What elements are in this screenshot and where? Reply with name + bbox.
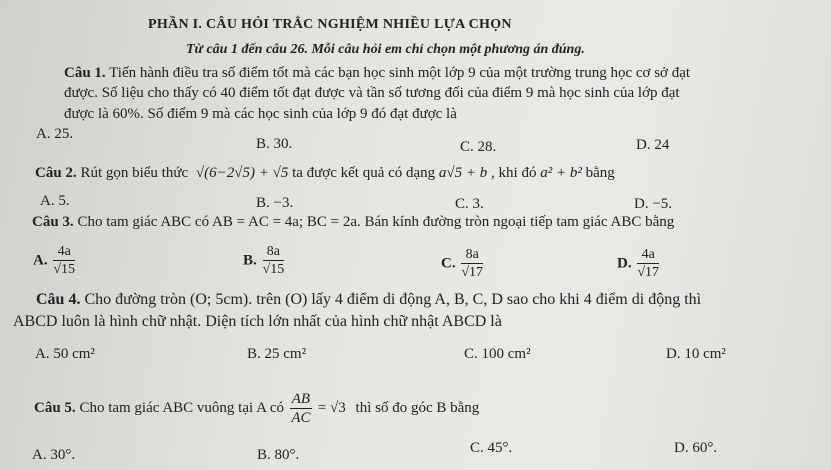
option-c-fraction — [461, 246, 483, 282]
option-b-letter: B. — [243, 252, 257, 269]
option-a-numerator: 4a — [53, 243, 75, 261]
question-5-equals: = √3 — [317, 400, 346, 416]
question-1-option-a[interactable]: A. 25. — [36, 126, 74, 142]
question-4-option-c[interactable]: C. 100 cm² — [464, 346, 531, 362]
question-2-label: Câu 2. — [35, 165, 77, 181]
question-5-label: Câu 5. — [34, 400, 76, 416]
question-2-option-d[interactable]: D. −5. — [634, 196, 673, 212]
question-5-line — [34, 384, 479, 432]
option-b-numerator: 8a — [263, 243, 285, 261]
option-a-letter: A. — [33, 252, 48, 269]
option-c-denominator: √17 — [461, 265, 484, 280]
option-c-letter: C. — [441, 255, 456, 272]
question-2-line — [35, 164, 615, 182]
question-1-line-1 — [64, 64, 690, 82]
question-2-text-2: ta được kết quả có dạng — [292, 165, 436, 181]
question-4-option-a[interactable]: A. 50 cm² — [35, 346, 95, 362]
question-2-text-3: , khi đó — [491, 165, 537, 181]
option-d-numerator: 4a — [637, 246, 659, 264]
section-instruction: Từ câu 1 đến câu 26. Mỗi câu hỏi em chỉ chọn một phương án đúng. — [186, 42, 585, 57]
question-4-line-2: ABCD luôn là hình chữ nhật. Diện tích lớn nhất của hình chữ nhật ABCD là — [13, 313, 502, 330]
question-3-option-d[interactable] — [617, 246, 661, 282]
question-5-option-b[interactable]: B. 80°. — [257, 447, 300, 463]
question-5-numerator: AB — [291, 390, 311, 407]
option-b-fraction — [263, 243, 285, 279]
question-1-label: Câu 1. — [64, 65, 106, 81]
option-d-letter: D. — [617, 255, 632, 272]
question-3-option-c[interactable] — [441, 246, 485, 282]
question-3-option-b[interactable] — [243, 243, 286, 279]
question-1-line-3: được là 60%. Số điểm 9 mà các học sinh của lớp 9 đó đạt được là — [64, 106, 457, 122]
question-4-option-d[interactable]: D. 10 cm² — [666, 346, 726, 362]
question-1-line-2: được. Số liệu cho thấy có 40 điểm tốt đạt được và tần số tương đối của điểm 9 mà học sinh của lớp đạt — [64, 85, 680, 101]
question-1-option-d[interactable]: D. 24 — [636, 137, 670, 153]
question-2-text-4: bằng — [585, 165, 615, 181]
question-2-text-1: Rút gọn biểu thức — [80, 165, 189, 181]
question-3-line — [32, 213, 674, 231]
question-2-target: a² + b² — [540, 165, 582, 181]
option-c-numerator: 8a — [461, 246, 483, 264]
question-5-text-2: thì số đo góc B bằng — [355, 400, 480, 416]
option-d-denominator: √17 — [637, 265, 660, 280]
question-3-text: Cho tam giác ABC có AB = AC = 4a; BC = 2a. Bán kính đường tròn ngoại tiếp tam giác ABC bằng — [77, 214, 675, 230]
option-a-denominator: √15 — [53, 262, 76, 277]
question-5-option-d[interactable]: D. 60°. — [674, 440, 718, 456]
question-5-option-c[interactable]: C. 45°. — [470, 440, 513, 456]
option-b-denominator: √15 — [262, 262, 285, 277]
question-2-option-c[interactable]: C. 3. — [455, 196, 484, 212]
question-5-denominator: AC — [291, 409, 311, 426]
question-2-option-a[interactable]: A. 5. — [40, 193, 70, 209]
question-4-option-b[interactable]: B. 25 cm² — [247, 346, 307, 362]
question-1-option-c[interactable]: C. 28. — [460, 139, 497, 155]
question-1-text-1: Tiến hành điều tra số điểm tốt mà các bạn học sinh một lớp 9 của một trường trung học cơ sở đạt — [109, 65, 691, 81]
question-5-fraction — [290, 391, 312, 427]
question-5-text-1: Cho tam giác ABC vuông tại A có — [79, 400, 285, 416]
question-5-option-a[interactable]: A. 30°. — [32, 447, 76, 463]
question-2-expression: √(6−2√5) + √5 — [195, 165, 289, 181]
option-a-fraction — [53, 243, 75, 279]
question-4-line-1 — [36, 291, 701, 309]
question-3-option-a[interactable] — [33, 243, 77, 279]
question-2-option-b[interactable]: B. −3. — [256, 195, 294, 211]
question-1-option-b[interactable]: B. 30. — [256, 136, 293, 152]
question-4-label: Câu 4. — [36, 291, 81, 308]
question-3-label: Câu 3. — [32, 214, 74, 230]
question-4-text-1: Cho đường tròn (O; 5cm). trên (O) lấy 4 điểm di động A, B, C, D sao cho khi 4 điểm di động thì — [84, 291, 702, 308]
section-title: PHẦN I. CÂU HỎI TRẮC NGHIỆM NHIỀU LỰA CHỌN — [148, 17, 512, 32]
question-2-form: a√5 + b — [438, 165, 488, 181]
option-d-fraction — [637, 246, 659, 282]
